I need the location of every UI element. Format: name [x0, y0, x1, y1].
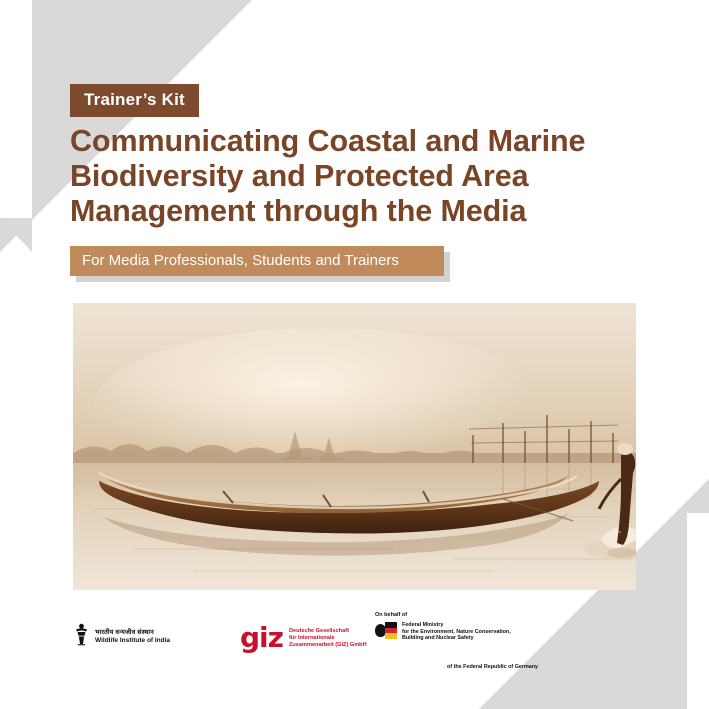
giz-name-line: Deutsche Gesellschaft — [288, 627, 349, 634]
german-federal-eagle-flag-icon — [375, 622, 397, 639]
wii-hindi-name: भारतीय वन्यजीव संस्थान — [95, 628, 154, 636]
giz-name-line: für Internationale — [288, 634, 335, 641]
bottom-right-corner-inner-bar — [687, 513, 709, 709]
india-national-emblem-icon — [73, 622, 90, 652]
giz-logo — [240, 621, 367, 654]
giz-wordmark: giz — [240, 621, 283, 654]
bmu-ministry-name — [402, 622, 511, 642]
page-title — [70, 124, 630, 229]
flag-stripe-gold — [385, 633, 397, 639]
giz-logo-text — [289, 628, 367, 649]
page-title-line: Biodiversity and Protected Area — [70, 159, 529, 193]
page-title-line: Communicating Coastal and Marine — [70, 124, 586, 158]
bmu-ministry-line: Building and Nuclear Safety — [402, 635, 474, 642]
bmu-ministry-line: Federal Ministry — [402, 622, 444, 628]
bmu-federal-republic-label: of the Federal Republic of Germany — [447, 663, 539, 670]
wii-english-name: Wildlife Institute of India — [95, 637, 171, 644]
cover-content — [70, 0, 640, 709]
cover-photo — [73, 303, 636, 590]
wii-logo — [73, 622, 170, 652]
bmu-logo — [375, 612, 575, 670]
page-title-line: Management through the Media — [70, 194, 527, 228]
bmu-ministry-line: for the Environment, Nature Conservation, — [402, 628, 511, 635]
trainers-kit-badge: Trainer’s Kit — [70, 84, 199, 117]
top-left-corner-inner-bar — [0, 0, 32, 218]
wii-logo-text — [95, 629, 170, 646]
bmu-logo-row — [375, 622, 575, 642]
logo-strip — [70, 612, 640, 702]
giz-name-line: Zusammenarbeit (GIZ) GmbH — [288, 641, 367, 648]
bmu-on-behalf-of-label: On behalf of — [375, 612, 408, 618]
subtitle-text: For Media Professionals, Students and Trainers — [70, 246, 444, 276]
